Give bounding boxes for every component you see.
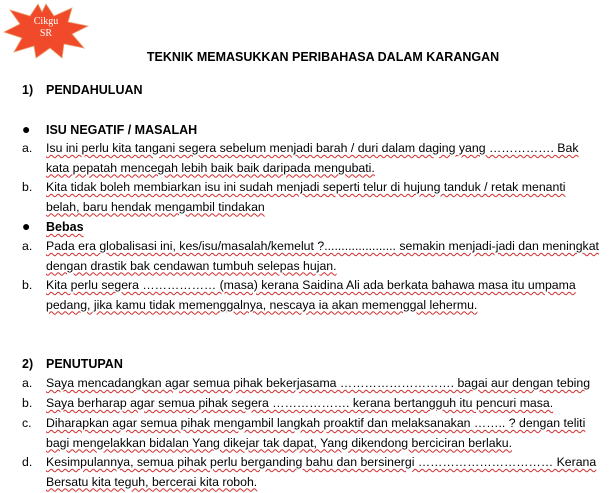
heading-isu-negatif [22, 123, 197, 137]
item-label: a. [22, 376, 33, 390]
list-item [22, 178, 600, 217]
item-label: b. [22, 278, 33, 292]
section-label: PENUTUPAN [46, 357, 123, 371]
list-item [22, 453, 600, 492]
item-label: b. [22, 396, 33, 410]
section-number: 2) [22, 357, 34, 371]
heading-label: Bebas [46, 220, 84, 234]
item-text: Isu ini perlu kita tangani segera sebelum menjadi barah / duri dalam daging yang ……………. Bak kata pepatah mencegah lebih baik baik daripada mengubati. [46, 141, 579, 175]
list-item [22, 394, 600, 414]
list-item [22, 139, 600, 178]
item-label: a. [22, 239, 33, 253]
item-label: c. [22, 416, 32, 430]
item-text: Saya berharap agar semua pihak segera ………………. kerana bertangguh itu pencuri masa. [46, 396, 554, 410]
item-text: Diharapkan agar semua pihak mengambil langkah proaktif dan melaksanakan …….. ? dengan teliti bagi mengelakkan bidalan Yang dikejar tak dapat, Yang dikendong berciciran berlaku. [46, 416, 586, 450]
heading-label: ISU NEGATIF / MASALAH [46, 123, 198, 137]
list-item [22, 374, 600, 394]
heading-bebas [22, 220, 84, 234]
section-penutupan [22, 357, 123, 371]
item-label: b. [22, 180, 33, 194]
item-label: d. [22, 455, 33, 469]
item-label: a. [22, 141, 33, 155]
bullet-icon: ● [22, 218, 31, 234]
section-label: PENDAHULUAN [46, 83, 143, 97]
item-text: Kita perlu segera ……………… (masa) kerana Saidina Ali ada berkata bahawa masa itu umpama pedang, jika kamu tidak memenggalnya, nescaya ia akan memenggal lehermu. [46, 278, 576, 312]
page-title: TEKNIK MEMASUKKAN PERIBAHASA DALAM KARANGAN [146, 50, 500, 64]
list-item [22, 414, 600, 453]
list-item [22, 237, 600, 276]
section-number: 1) [22, 83, 34, 97]
item-text: Kesimpulannya, semua pihak perlu berganding bahu dan bersinergi …………………………… Kerana Bersatu kita teguh, bercerai kita roboh. [46, 455, 597, 489]
item-text: Saya mencadangkan agar semua pihak bekerjasama ………………………. bagai aur dengan tebing [46, 376, 591, 390]
list-item [22, 276, 600, 315]
badge-line-1: Cikgu [33, 16, 59, 27]
section-pendahuluan [22, 83, 143, 97]
bullet-icon: ● [22, 121, 31, 137]
item-text: Kita tidak boleh membiarkan isu ini sudah menjadi seperti telur di hujung tanduk / retak menanti belah, baru hendak mengambil tindakan [46, 180, 566, 214]
item-text: Pada era globalisasi ini, kes/isu/masalah/kemelut ?..................... semakin menjadi-jadi dan meningkat dengan drastik bak cendawan tumbuh selepas hujan. [46, 239, 599, 273]
badge-line-2: SR [39, 28, 53, 39]
